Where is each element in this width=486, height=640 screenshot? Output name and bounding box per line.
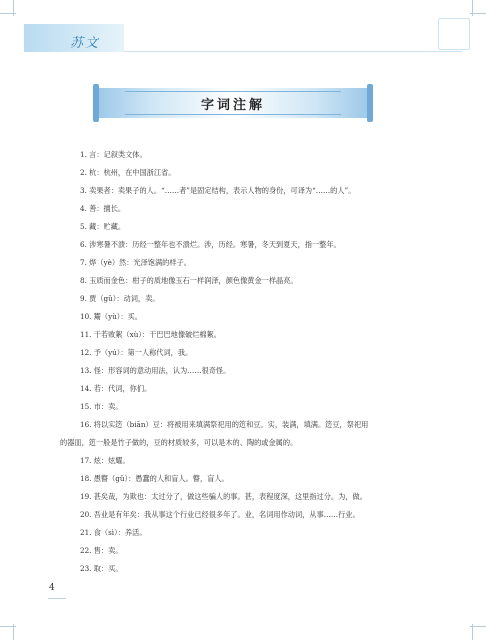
annotation-item: 1. 言：记叙类文体。 — [80, 150, 147, 159]
annotation-item: 18. 愚瞽（gǔ）：愚蠢的人和盲人。瞽，盲人。 — [80, 474, 229, 483]
crop-mark — [472, 624, 473, 640]
annotation-16-line2: 的器皿，笾一般是竹子做的，豆的材质较多，可以是木的、陶的或金属的。 — [60, 438, 298, 447]
annotation-item: 3. 卖果者：卖果子的人。“……者”是固定结构，表示人物的身份，可译为“……的人”。 — [80, 186, 356, 195]
annotation-16-line1: 16. 将以实笾（biān）豆：将被用来填满祭祀用的笾和豆。实，装满，填满。笾豆，祭祀用 — [80, 420, 369, 429]
running-header-title: 苏文 — [70, 36, 101, 51]
crop-mark — [13, 624, 14, 640]
header-decoration — [438, 18, 470, 50]
annotation-item: 21. 食（sì）：养活。 — [80, 528, 147, 537]
annotation-item: 20. 吾业是有年矣：我从事这个行业已经很多年了。业，名词用作动词，从事……行业。 — [80, 510, 360, 519]
annotation-item: 15. 市：卖。 — [80, 402, 123, 411]
section-title: 字词注解 — [200, 98, 265, 113]
annotation-item: 8. 玉质而金色：柑子的质地像玉石一样润泽，颜色像黄金一样晶亮。 — [80, 276, 298, 285]
annotation-item: 23. 取：买。 — [80, 564, 123, 573]
annotation-item: 2. 杭：杭州，在中国浙江省。 — [80, 168, 176, 177]
page-number: 4 — [49, 583, 55, 593]
annotation-item: 13. 怪：形容词的意动用法，认为……很奇怪。 — [80, 366, 231, 375]
annotation-list — [60, 150, 390, 583]
annotation-item: 6. 涉寒暑不溃：历经一整年也不溃烂。涉，历经。寒暑，冬天到夏天，指一整年。 — [80, 240, 341, 249]
crop-mark — [13, 0, 14, 16]
annotation-item: 11. 干若败絮（xù）：干巴巴地像破烂棉絮。 — [80, 330, 221, 339]
section-banner — [97, 88, 369, 118]
annotation-item: 22. 售：卖。 — [80, 546, 123, 555]
annotation-item: 4. 善：擅长。 — [80, 204, 126, 213]
crop-mark — [472, 0, 473, 16]
annotation-item: 19. 甚矣哉，为欺也：太过分了，做这些骗人的事。甚，表程度深，这里指过分。为，做。 — [80, 492, 367, 501]
annotation-item: 12. 予（yú）：第一人称代词，我。 — [80, 348, 193, 357]
annotation-item: 17. 炫：炫耀。 — [80, 456, 130, 465]
page-number-rule — [48, 598, 66, 599]
annotation-item-16 — [60, 420, 390, 447]
annotation-item: 10. 鬻（yù）：买。 — [80, 312, 142, 321]
header-rule — [124, 51, 462, 52]
annotation-item: 9. 贾（gǔ）：动词，卖。 — [80, 294, 160, 303]
annotation-item: 14. 若：代词，你们。 — [80, 384, 152, 393]
annotation-item: 5. 藏：贮藏。 — [80, 222, 126, 231]
annotation-item: 7. 烨（yè）然：光泽饱满的样子。 — [80, 258, 191, 267]
